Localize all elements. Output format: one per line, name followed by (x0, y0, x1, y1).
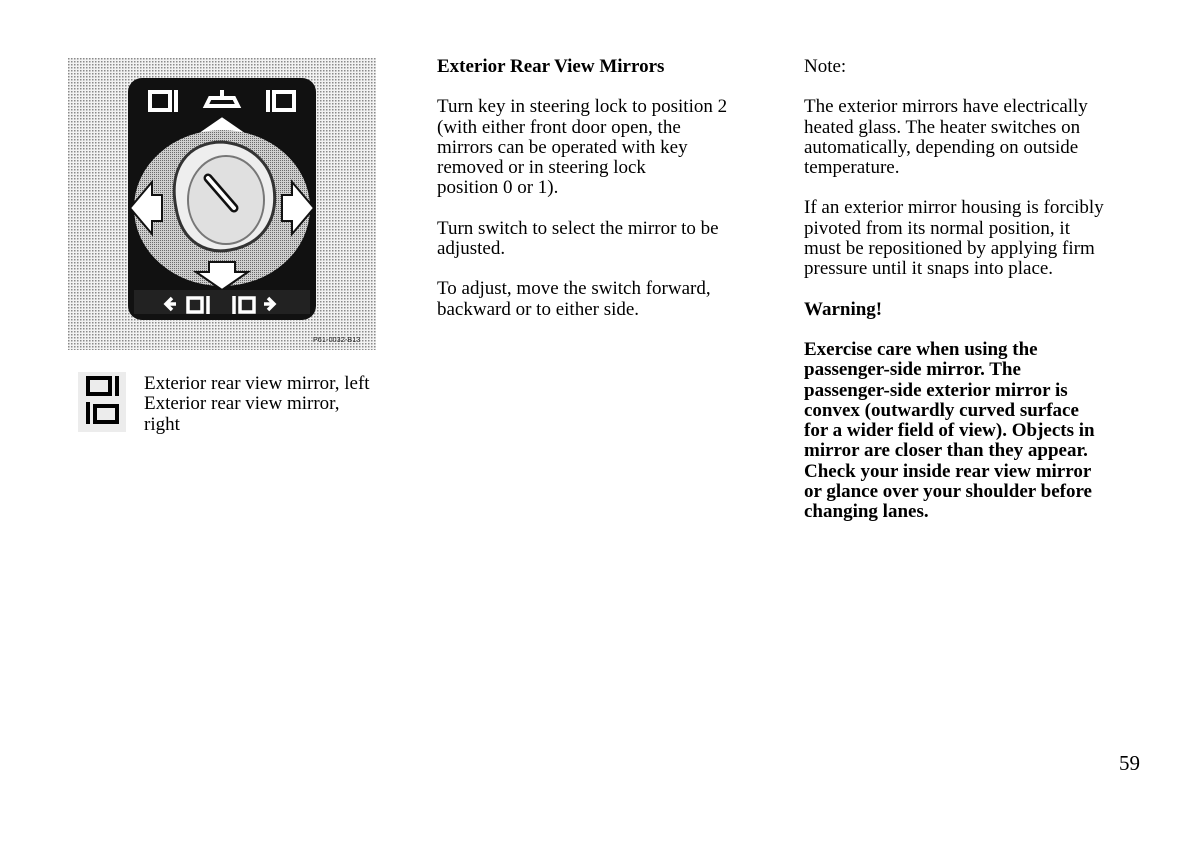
paragraph-adjust (437, 279, 767, 320)
text-line: for a wider field of view). Objects in (804, 420, 1095, 442)
warning-text (804, 340, 1134, 523)
legend-icons (78, 372, 126, 432)
note-label: Note: (804, 56, 847, 77)
note-housing (804, 198, 1134, 279)
text-line: backward or to either side. (437, 298, 640, 320)
note-heated-glass (804, 97, 1134, 178)
notes-column (804, 57, 1134, 523)
figure-code: P61-0032-B13 (313, 337, 361, 344)
text-line: changing lanes. (804, 501, 929, 523)
text-line: mirror are closer than they appear. (804, 440, 1088, 462)
paragraph-operation (437, 97, 767, 198)
legend-text (144, 374, 404, 435)
text-line: Turn switch to select the mirror to be (437, 217, 719, 239)
text-line: Check your inside rear view mirror (804, 460, 1092, 482)
instructions-column (437, 57, 767, 320)
text-line: temperature. (804, 157, 900, 179)
mirror-switch-illustration (68, 58, 376, 350)
text-line: mirrors can be operated with key (437, 136, 688, 158)
text-line: or glance over your shoulder before (804, 481, 1092, 503)
text-line: If an exterior mirror housing is forcibly (804, 197, 1104, 219)
page-number: 59 (1119, 751, 1140, 775)
text-line: removed or in steering lock (437, 157, 646, 179)
text-line: passenger-side mirror. The (804, 359, 1021, 381)
text-line: Turn key in steering lock to position 2 (437, 96, 728, 118)
legend-left-mirror: Exterior rear view mirror, left (144, 373, 370, 394)
paragraph-select (437, 219, 767, 260)
text-line: Exercise care when using the (804, 338, 1038, 360)
legend-right-mirror-line2: right (144, 413, 180, 435)
text-line: automatically, depending on outside (804, 136, 1079, 158)
text-line: must be repositioned by applying firm (804, 238, 1095, 260)
text-line: heated glass. The heater switches on (804, 116, 1081, 138)
text-line: position 0 or 1). (437, 177, 559, 199)
warning-label: Warning! (804, 298, 883, 320)
text-line: To adjust, move the switch forward, (437, 278, 711, 300)
text-line: passenger-side exterior mirror is (804, 379, 1068, 401)
text-line: convex (outwardly curved surface (804, 399, 1079, 421)
text-line: adjusted. (437, 238, 506, 260)
legend-right-mirror-line1: Exterior rear view mirror, (144, 393, 340, 415)
text-line: pressure until it snaps into place. (804, 258, 1054, 280)
text-line: The exterior mirrors have electrically (804, 96, 1088, 118)
text-line: pivoted from its normal position, it (804, 217, 1070, 239)
section-heading: Exterior Rear View Mirrors (437, 56, 665, 77)
text-line: (with either front door open, the (437, 116, 681, 138)
